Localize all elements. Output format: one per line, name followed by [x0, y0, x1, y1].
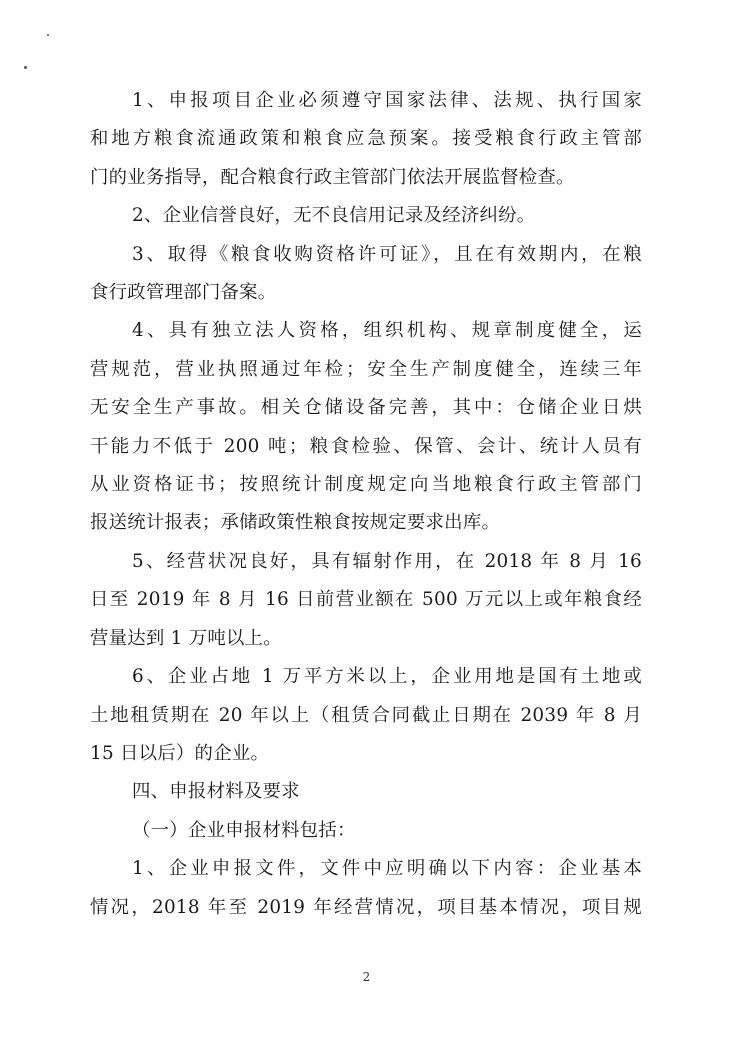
paragraph [90, 543, 642, 658]
text-line: 报送统计报表；承储政策性粮食按规定要求出库。 [90, 512, 501, 534]
scan-speck [47, 34, 49, 36]
paragraph [90, 850, 642, 927]
text-line: 四、申报材料及要求 [132, 781, 300, 803]
text-line: （一）企业申报材料包括： [132, 819, 356, 841]
text-line: 5、经营状况良好，具有辐射作用，在 2018 年 8 月 16 [132, 550, 642, 572]
text-line: 4、具有独立法人资格，组织机构、规章制度健全，运 [132, 320, 642, 342]
paragraph [90, 812, 642, 850]
text-line: 门的业务指导，配合粮食行政主管部门依法开展监督检查。 [90, 166, 575, 188]
paragraph [90, 82, 642, 197]
text-line: 营规范，营业执照通过年检；安全生产制度健全，连续三年 [90, 358, 642, 380]
page-number: 2 [362, 970, 371, 984]
text-line: 营量达到 1 万吨以上。 [90, 627, 282, 649]
text-line: 从业资格证书；按照统计制度规定向当地粮食行政主管部门 [90, 474, 642, 496]
text-line: 3、取得《粮食收购资格许可证》，且在有效期内，在粮 [132, 243, 642, 265]
text-line: 土地租赁期在 20 年以上（租赁合同截止日期在 2039 年 8 月 [90, 704, 642, 726]
text-line: 1、企业申报文件，文件中应明确以下内容：企业基本 [132, 858, 642, 880]
text-line: 情况，2018 年至 2019 年经营情况，项目基本情况，项目规 [90, 896, 642, 918]
text-line: 和地方粮食流通政策和粮食应急预案。接受粮食行政主管部 [90, 128, 642, 150]
text-line: 15 日以后）的企业。 [90, 742, 270, 764]
text-line: 食行政管理部门备案。 [90, 282, 277, 304]
paragraph [90, 312, 642, 542]
text-line: 日至 2019 年 8 月 16 日前营业额在 500 万元以上或年粮食经 [90, 589, 642, 611]
text-line: 2、企业信誉良好，无不良信用记录及经济纠纷。 [132, 205, 536, 227]
text-line: 1、申报项目企业必须遵守国家法律、法规、执行国家 [132, 90, 642, 111]
document-body [90, 82, 642, 927]
text-line: 无安全生产事故。相关仓储设备完善，其中：仓储企业日烘 [90, 397, 642, 419]
paragraph [90, 658, 642, 773]
text-line: 6、企业占地 1 万平方米以上，企业用地是国有土地或 [132, 666, 642, 688]
paragraph [90, 197, 642, 235]
text-line: 干能力不低于 200 吨；粮食检验、保管、会计、统计人员有 [90, 435, 642, 457]
paragraph [90, 773, 642, 811]
paragraph [90, 236, 642, 313]
scan-speck [24, 66, 27, 69]
